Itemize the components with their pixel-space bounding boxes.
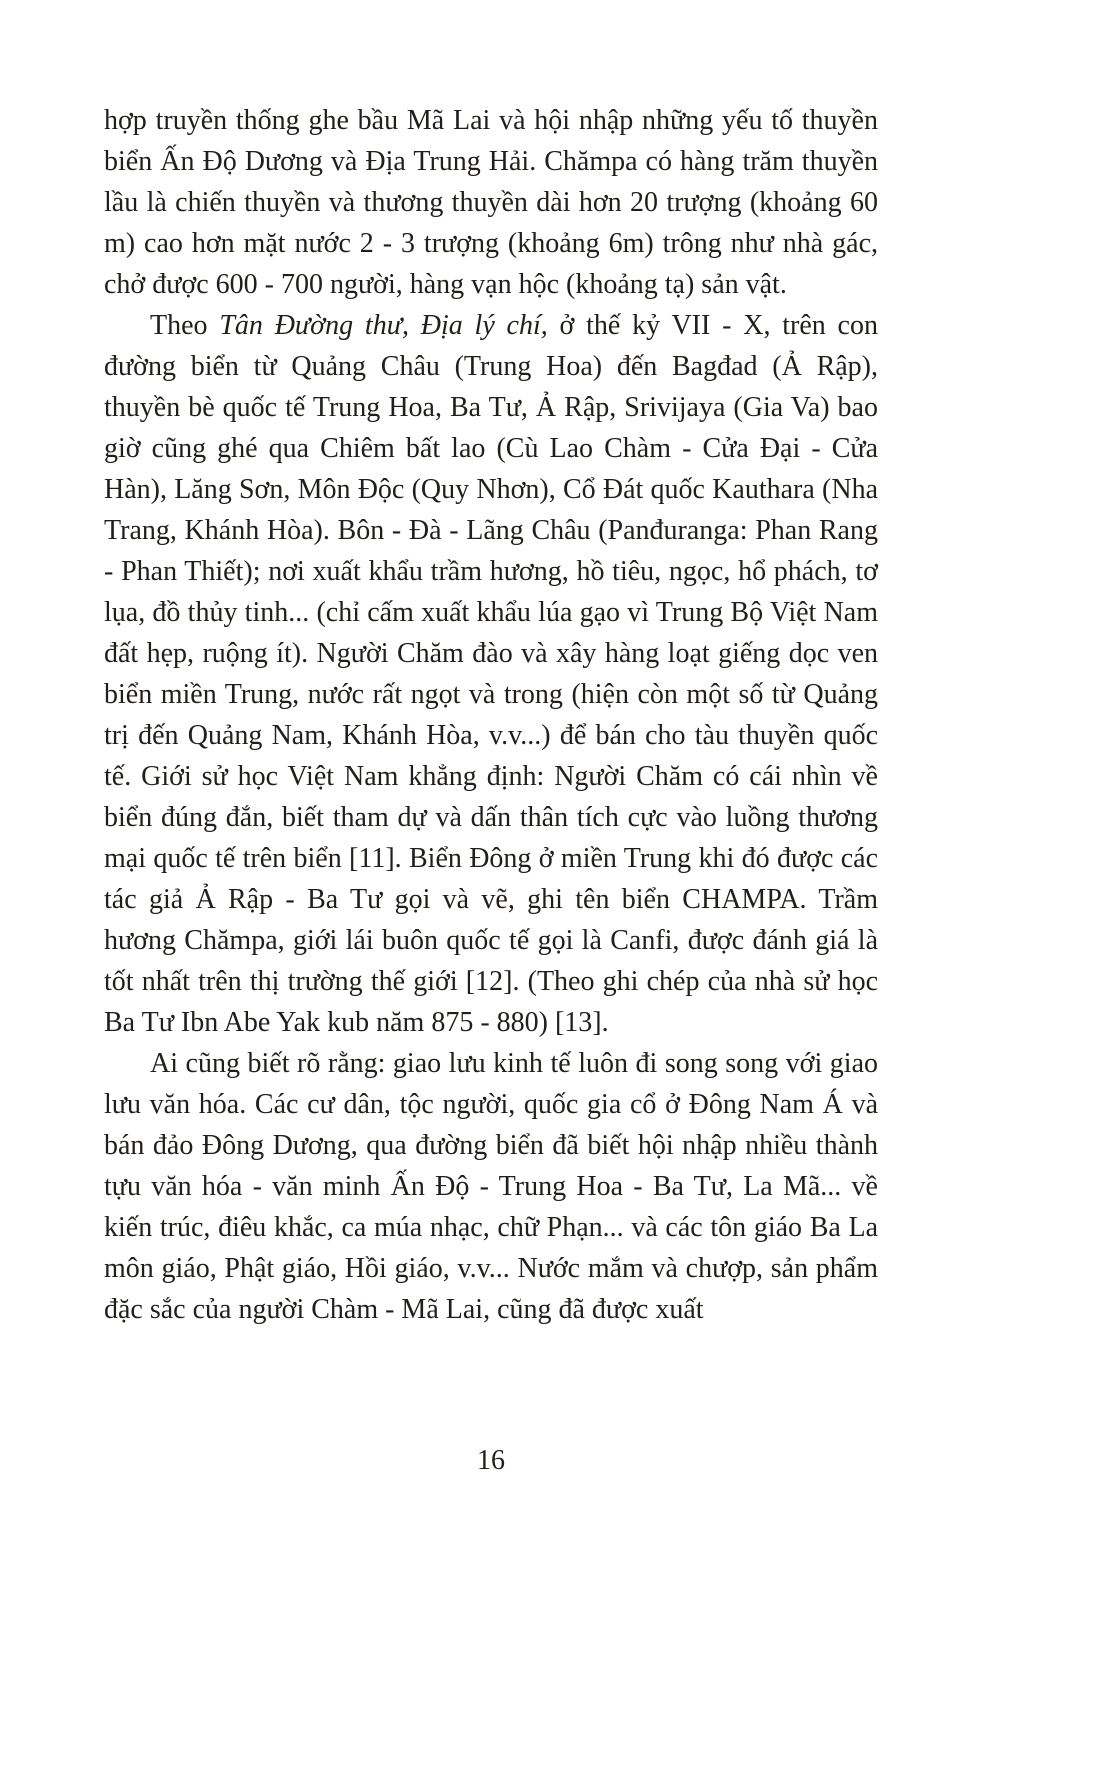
- paragraph-text: Theo: [150, 310, 220, 341]
- paragraph-text: hợp truyền thống ghe bầu Mã Lai và hội nhập những yếu tố thuyền biển Ấn Độ Dương và Địa Trung Hải. Chămpa có hàng trăm thuyền lầu là chiến thuyền và thương thuyền dài hơn 20 trượng (khoảng 60 m) cao hơn mặt nước 2 - 3 trượng (khoảng 6m) trông như nhà gác, chở được 600 - 700 người, hàng vạn hộc (khoảng tạ) sản vật.: [104, 105, 878, 300]
- paragraph-text: Ai cũng biết rõ rằng: giao lưu kinh tế luôn đi song song với giao lưu văn hóa. Các cư dân, tộc người, quốc gia cổ ở Đông Nam Á và bán đảo Đông Dương, qua đường biển đã biết hội nhập nhiều thành tựu văn hóa - văn minh Ấn Độ - Trung Hoa - Ba Tư, La Mã... về kiến trúc, điêu khắc, ca múa nhạc, chữ Phạn... và các tôn giáo Ba La môn giáo, Phật giáo, Hồi giáo, v.v... Nước mắm và chượp, sản phẩm đặc sắc của người Chàm - Mã Lai, cũng đã được xuất: [104, 1048, 878, 1325]
- paragraph-text: ở thế kỷ VII - X, trên con đường biển từ Quảng Châu (Trung Hoa) đến Bagđad (Ả Rập), thuyền bè quốc tế Trung Hoa, Ba Tư, Ả Rập, Srivijaya (Gia Va) bao giờ cũng ghé qua Chiêm bất lao (Cù Lao Chàm - Cửa Đại - Cửa Hàn), Lăng Sơn, Môn Độc (Quy Nhơn), Cổ Đát quốc Kauthara (Nha Trang, Khánh Hòa). Bôn - Đà - Lãng Châu (Panđuranga: Phan Rang - Phan Thiết); nơi xuất khẩu trầm hương, hồ tiêu, ngọc, hổ phách, tơ lụa, đồ thủy tinh... (chỉ cấm xuất khẩu lúa gạo vì Trung Bộ Việt Nam đất hẹp, ruộng ít). Người Chăm đào và xây hàng loạt giếng dọc ven biển miền Trung, nước rất ngọt và trong (hiện còn một số từ Quảng trị đến Quảng Nam, Khánh Hòa, v.v...) để bán cho tàu thuyền quốc tế. Giới sử học Việt Nam khẳng định: Người Chăm có cái nhìn về biển đúng đắn, biết tham dự và dấn thân tích cực vào luồng thương mại quốc tế trên biển [11]. Biển Đông ở miền Trung khi đó được các tác giả Ả Rập - Ba Tư gọi và vẽ, ghi tên biển CHAMPA. Trầm hương Chămpa, giới lái buôn quốc tế gọi là Canfi, được đánh giá là tốt nhất trên thị trường thế giới [12]. (Theo ghi chép của nhà sử học Ba Tư Ibn Abe Yak kub năm 875 - 880) [13].: [104, 310, 878, 1038]
- paragraph: [104, 100, 878, 305]
- page-number: 16: [477, 1445, 505, 1476]
- cited-work-title: Tân Đường thư, Địa lý chí,: [219, 310, 548, 341]
- paragraph: [104, 305, 878, 1043]
- paragraph: [104, 1043, 878, 1330]
- body-text: [104, 100, 878, 1330]
